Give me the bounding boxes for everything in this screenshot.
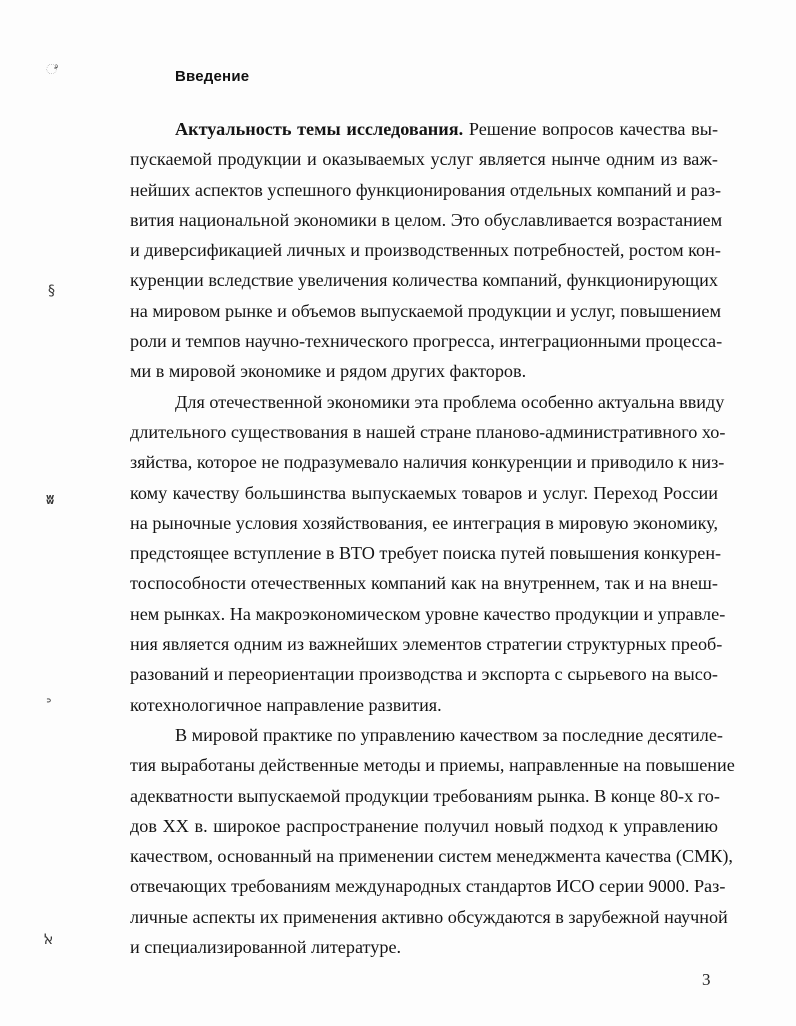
text-line: нем рынках. На макроэкономическом уровне качество продукции и управле- [130, 603, 726, 624]
text-line: и диверсификацией личных и производственных потребностей, ростом кон- [130, 240, 721, 261]
body-text [130, 114, 735, 962]
text-line: на мировом рынке и объемов выпускаемой продукции и услуг, повышением [130, 300, 721, 321]
text-line: нейших аспектов успешного функционирования отдельных компаний и раз- [130, 179, 722, 200]
text-line: вития национальной экономики в целом. Это обуславливается возрастанием [130, 209, 723, 230]
text-line: предстоящее вступление в ВТО требует поиска путей повышения конкурен- [130, 543, 722, 564]
margin-mark: ﭏ [44, 932, 53, 948]
text-line: тия выработаны действенные методы и приемы, направленные на повышение [130, 755, 735, 776]
text-line: отвечающих требованиям международных стандартов ИСО серии 9000. Раз- [130, 876, 726, 897]
page-number: 3 [702, 970, 711, 989]
text-line: адекватности выпускаемой продукции требованиям рынка. В конце 80-х го- [130, 785, 720, 806]
section-heading: Введение [175, 68, 250, 85]
text-line: и специализированной литературе. [130, 937, 402, 958]
text-line: тоспособности отечественных компаний как на внутреннем, так и на внеш- [130, 573, 718, 594]
text-line: зяйства, которое не подразумевало наличия конкуренции и приводило к низ- [130, 452, 725, 473]
text-line: Для отечественной экономики эта проблема особенно актуальна ввиду [175, 391, 725, 412]
paragraph-lead: Актуальность темы исследования. [175, 119, 464, 139]
text-line: роли и темпов научно-технического прогресса, интеграционными процесса- [130, 331, 723, 352]
margin-mark: ᐣ [46, 696, 52, 712]
text-line-part: Решение вопросов качества вы- [468, 119, 719, 139]
margin-mark: ೆ [46, 62, 58, 78]
text-line: длительного существования в нашей стране планово-административного хо- [130, 421, 726, 442]
text-line: качеством, основанный на применении систем менеджмента качества (СМК), [130, 846, 733, 867]
text-line: ния является одним из важнейших элементов стратегии структурных преоб- [130, 634, 723, 655]
text-line: разований и переориентации производства и экспорта с сырьевого на высо- [130, 664, 718, 685]
text-line: на рыночные условия хозяйствования, ее интеграция в мировую экономику, [130, 512, 718, 533]
text-line: куренции вследствие увеличения количества компаний, функционирующих [130, 270, 718, 291]
text-line: пускаемой продукции и оказываемых услуг является нынче одним из важ- [130, 149, 718, 170]
text-line: личные аспекты их применения активно обсуждаются в зарубежной научной [130, 906, 728, 927]
margin-mark: § [48, 283, 55, 299]
text-line: котехнологичное направление развития. [130, 694, 442, 715]
text-line: ми в мировой экономике и рядом других факторов. [130, 361, 527, 382]
text-line: В мировой практике по управлению качеством за последние десятиле- [175, 724, 723, 745]
text-line: дов XX в. широкое распространение получил новый подход к управлению [130, 815, 718, 836]
text-line: кому качеству большинства выпускаемых товаров и услуг. Переход России [130, 482, 718, 503]
text-line [130, 114, 718, 144]
margin-mark: ʬ [46, 492, 55, 508]
